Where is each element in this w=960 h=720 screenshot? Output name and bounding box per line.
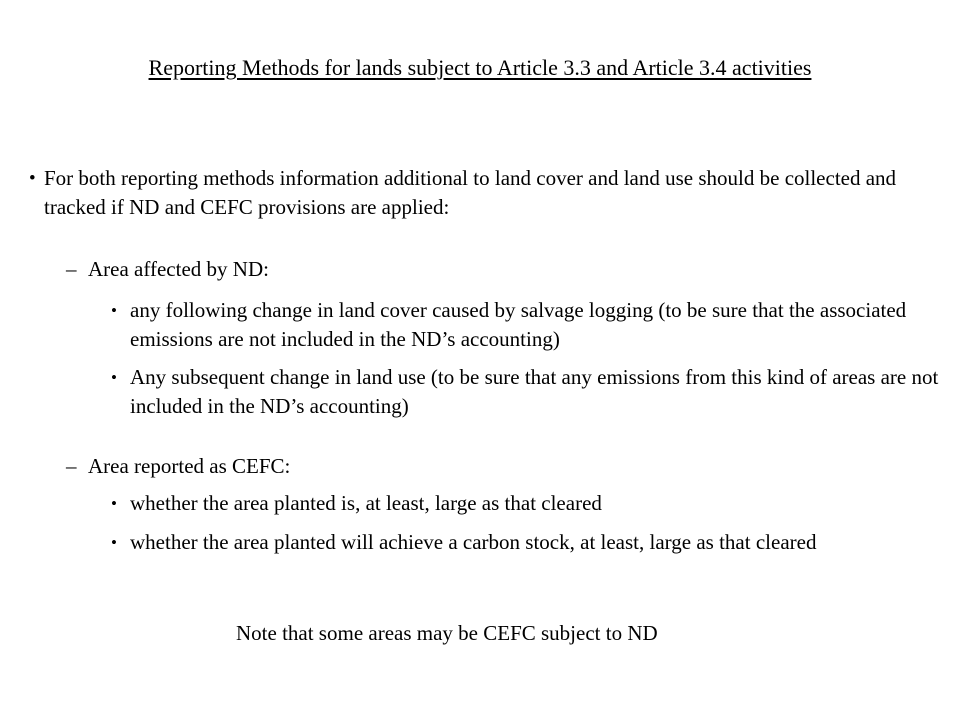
dash-icon: – xyxy=(66,454,77,478)
list-item xyxy=(111,489,945,518)
list-item-text: whether the area planted will achieve a carbon stock, at least, large as that cleared xyxy=(130,530,817,554)
bullet-icon: • xyxy=(111,368,117,387)
list-item-text: any following change in land cover caused by salvage logging (to be sure that the associated emissions are not included in the ND’s accounting) xyxy=(130,298,907,351)
bullet-icon: • xyxy=(111,494,117,513)
list-item-text: whether the area planted is, at least, large as that cleared xyxy=(130,491,602,515)
slide-title xyxy=(0,53,960,83)
footnote: Note that some areas may be CEFC subject to ND xyxy=(236,621,658,645)
intro-item xyxy=(29,164,944,222)
bullet-icon: • xyxy=(111,301,117,320)
bullet-icon: • xyxy=(29,168,36,189)
list-item xyxy=(111,296,945,354)
list-item-text: Any subsequent change in land use (to be sure that any emissions from this kind of areas are not included in the ND’s accounting) xyxy=(130,365,939,418)
section-heading-text: Area affected by ND: xyxy=(88,257,269,281)
section-heading-cefc xyxy=(66,452,938,481)
list-item xyxy=(111,528,945,557)
dash-icon: – xyxy=(66,257,77,281)
section-heading-text: Area reported as CEFC: xyxy=(88,454,291,478)
bullet-icon: • xyxy=(111,533,117,552)
intro-text: For both reporting methods information additional to land cover and land use should be collected and tracked if ND and CEFC provisions are applied: xyxy=(44,166,897,219)
slide-title-text: Reporting Methods for lands subject to Article 3.3 and Article 3.4 activities xyxy=(148,55,812,80)
list-item xyxy=(111,363,945,421)
section-heading-nd xyxy=(66,255,938,284)
